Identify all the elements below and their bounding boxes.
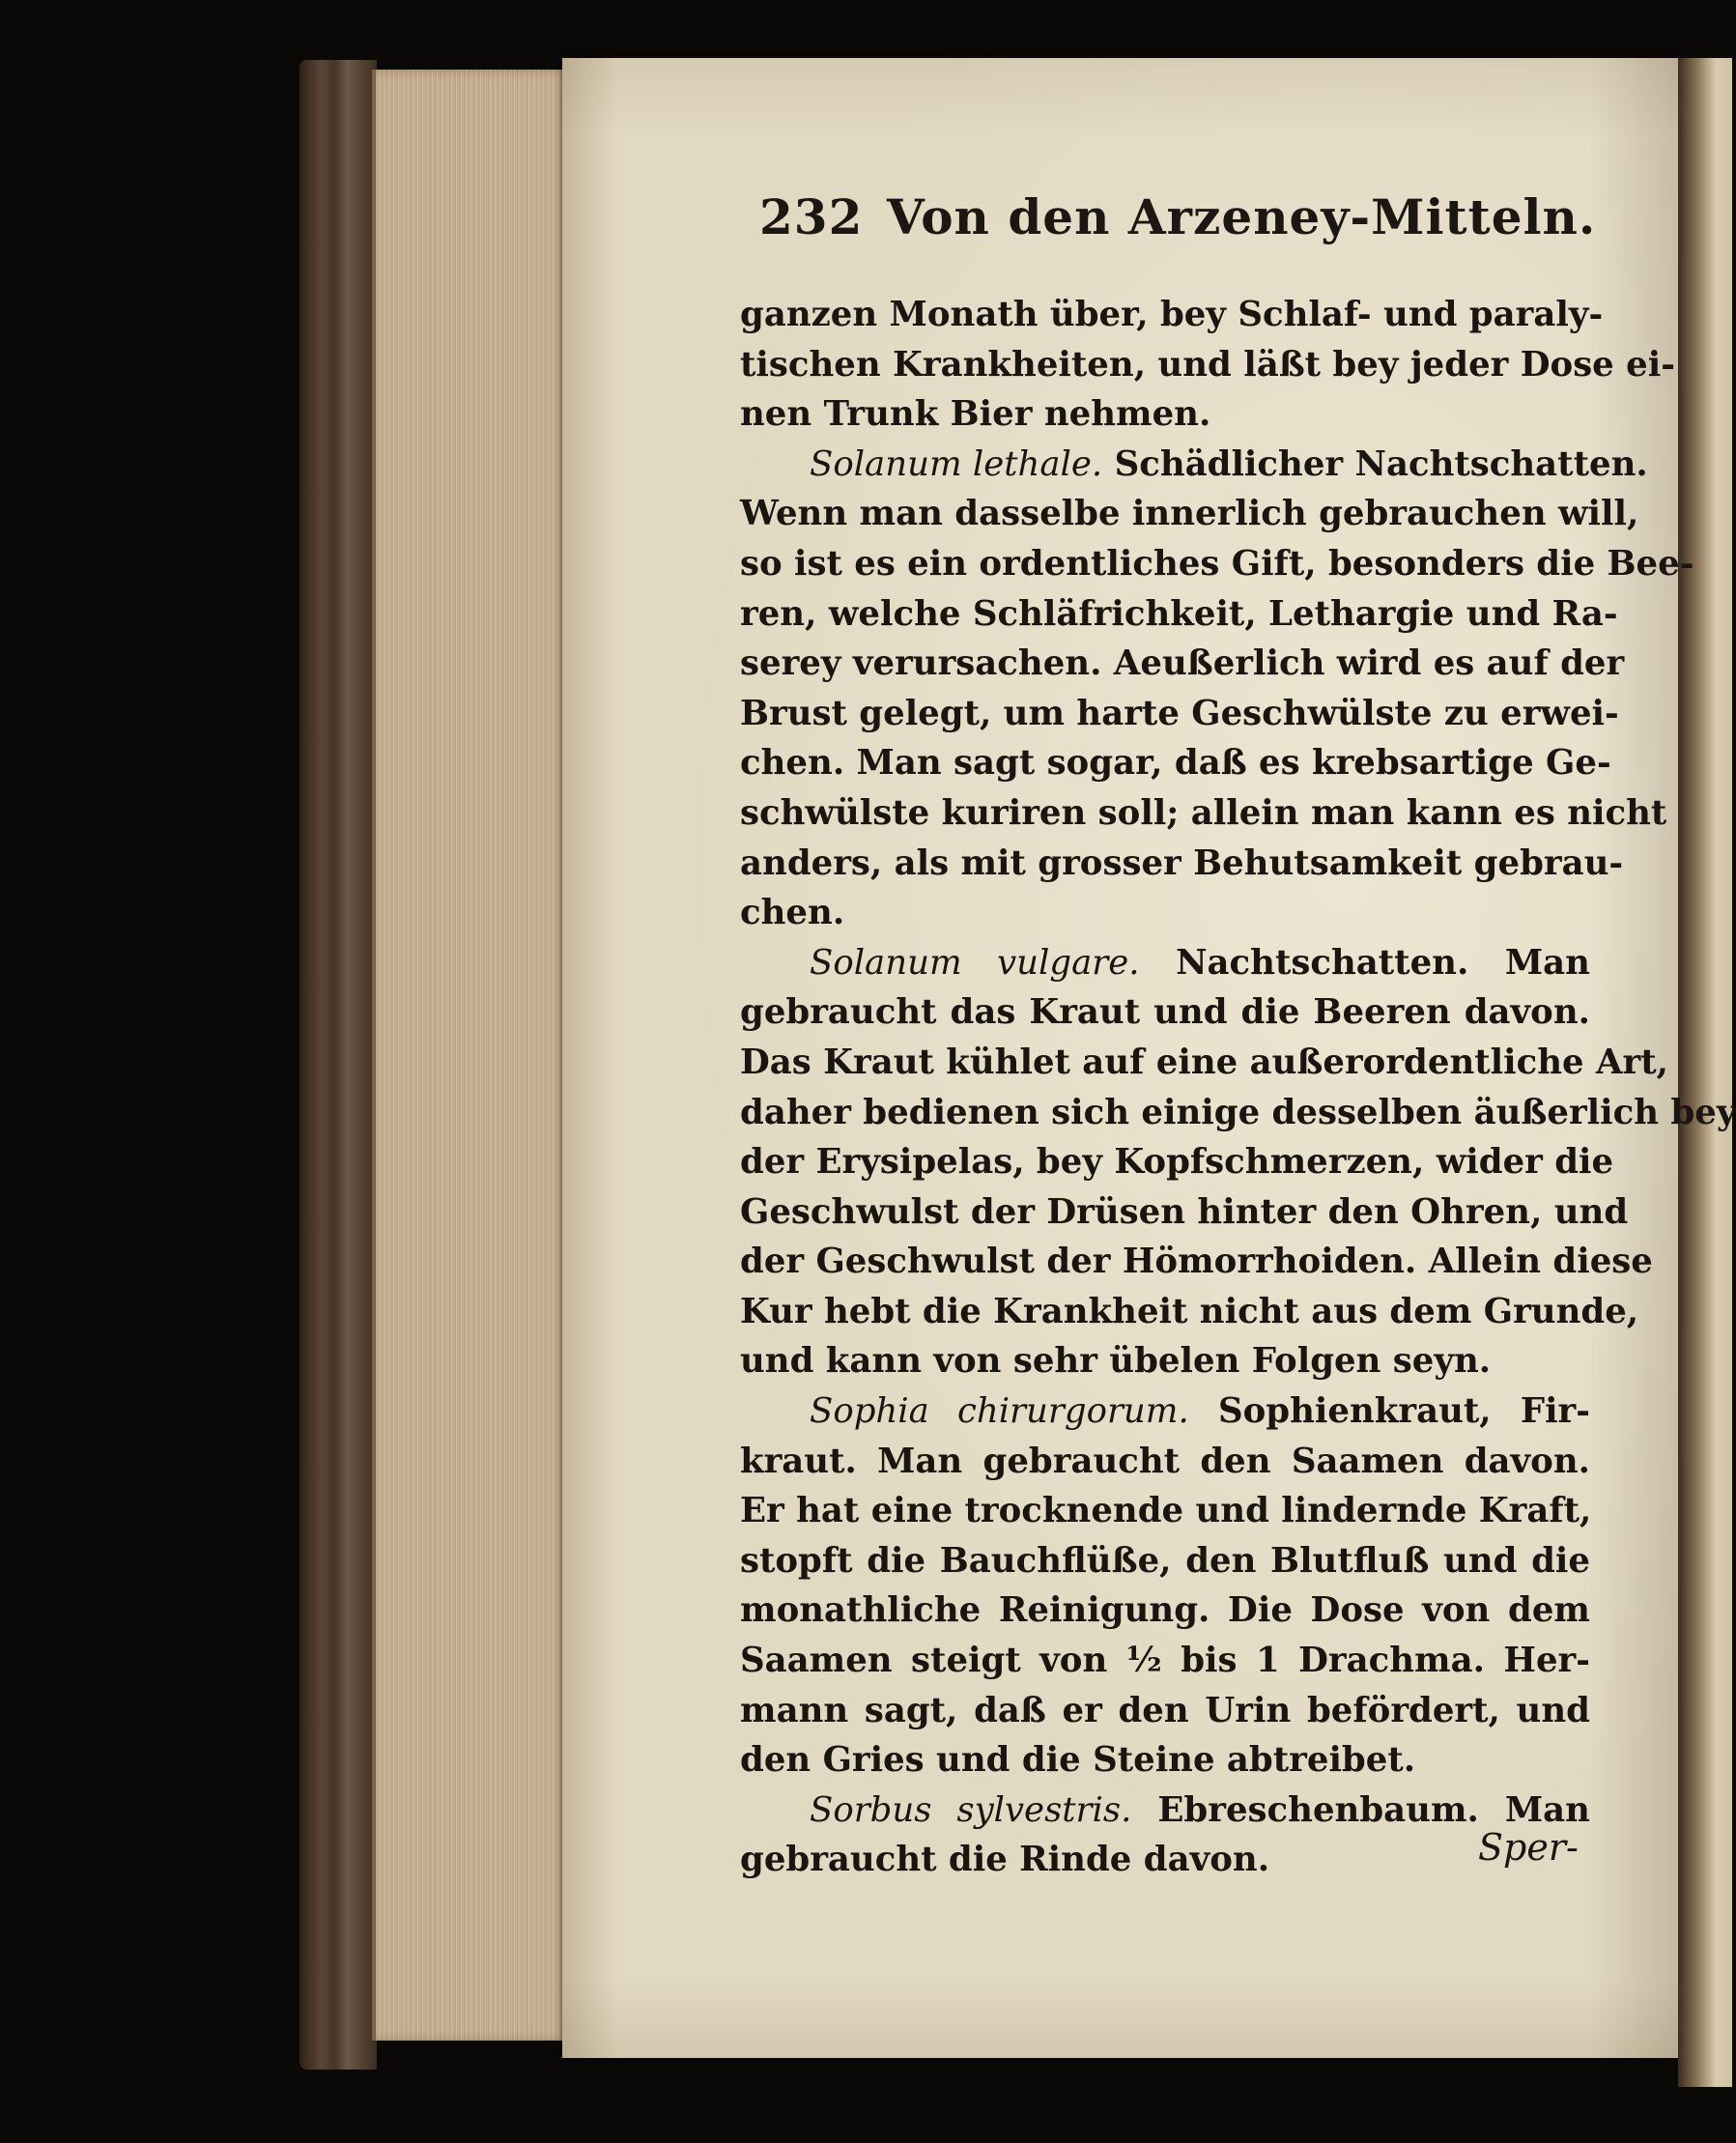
text-line: so ist es ein ordentliches Gift, besonders die Bee- [740, 543, 1694, 584]
text-line: und kann von sehr übelen Folgen seyn. [740, 1341, 1492, 1382]
text-line: nen Trunk Bier nehmen. [740, 394, 1211, 435]
latin-term: Sophia chirurgorum. [810, 1391, 1189, 1432]
latin-term: Solanum lethale. [810, 443, 1103, 484]
catchword: Sper- [1478, 1826, 1579, 1869]
text-line: daher bedienen sich einige desselben äußerlich bey [740, 1092, 1736, 1132]
text-line: stopft die Bauchflüße, den Blutfluß und die [740, 1540, 1590, 1581]
text-line: schwülste kuriren soll; allein man kann es nicht [740, 792, 1667, 833]
facing-page-edge [1678, 58, 1732, 2087]
text-line: gebraucht das Kraut und die Beeren davon. [740, 992, 1590, 1033]
entry-heading-line: Sophia chirurgorum. Sophienkraut, Fir- [810, 1391, 1590, 1432]
page-number: 232 [759, 188, 864, 245]
text-line: Er hat eine trocknende und lindernde Kraft, [740, 1491, 1592, 1531]
page-edges [372, 70, 569, 2041]
latin-term: Solanum vulgare. [810, 942, 1140, 983]
text-line: Saamen steigt von ½ bis 1 Drachma. Her- [740, 1641, 1590, 1681]
text-line: serey verursachen. Aeußerlich wird es auf der [740, 643, 1625, 684]
text-line: Das Kraut kühlet auf eine außerordentliche Art, [740, 1042, 1668, 1082]
text-line: anders, als mit grosser Behutsamkeit gebrau- [740, 843, 1624, 883]
text-line: gebraucht die Rinde davon. [740, 1840, 1270, 1880]
text-line: ganzen Monath über, bey Schlaf- und paraly- [740, 295, 1604, 334]
text-line: Kur hebt die Krankheit nicht aus dem Grunde, [740, 1291, 1639, 1331]
text-line: chen. [740, 893, 845, 933]
book-spine [299, 60, 377, 2070]
page-header [759, 188, 1597, 256]
entry-heading-line: Sorbus sylvestris. Ebreschenbaum. Man [810, 1789, 1590, 1830]
text-line: tischen Krankheiten, und läßt bey jeder Dose ei- [740, 344, 1675, 385]
text-line: den Gries und die Steine abtreibet. [740, 1740, 1416, 1781]
text-line: Geschwulst der Drüsen hinter den Ohren, und [740, 1191, 1629, 1232]
text-line: Wenn man dasselbe innerlich gebrauchen will, [740, 494, 1639, 534]
entry-heading-line: Solanum lethale. Schädlicher Nachtschatten. [810, 443, 1648, 484]
text-line: der Erysipelas, bey Kopfschmerzen, wider die [740, 1142, 1614, 1183]
body-text [740, 290, 1736, 1885]
running-title: Von den Arzeney-Mitteln. [887, 188, 1597, 245]
text-line: chen. Man sagt sogar, daß es krebsartige Ge- [740, 743, 1611, 784]
latin-term: Sorbus sylvestris. [810, 1789, 1132, 1830]
text-line: Brust gelegt, um harte Geschwülste zu erwei- [740, 693, 1619, 733]
text-line: der Geschwulst der Hömorrhoiden. Allein diese [740, 1242, 1653, 1282]
text-line: monathliche Reinigung. Die Dose von dem [740, 1590, 1590, 1631]
text-line: kraut. Man gebraucht den Saamen davon. [740, 1441, 1590, 1481]
text-line: mann sagt, daß er den Urin befördert, und [740, 1690, 1590, 1730]
text-line: ren, welche Schläfrichkeit, Lethargie und Ra- [740, 593, 1618, 634]
entry-heading-line: Solanum vulgare. Nachtschatten. Man [810, 942, 1590, 983]
